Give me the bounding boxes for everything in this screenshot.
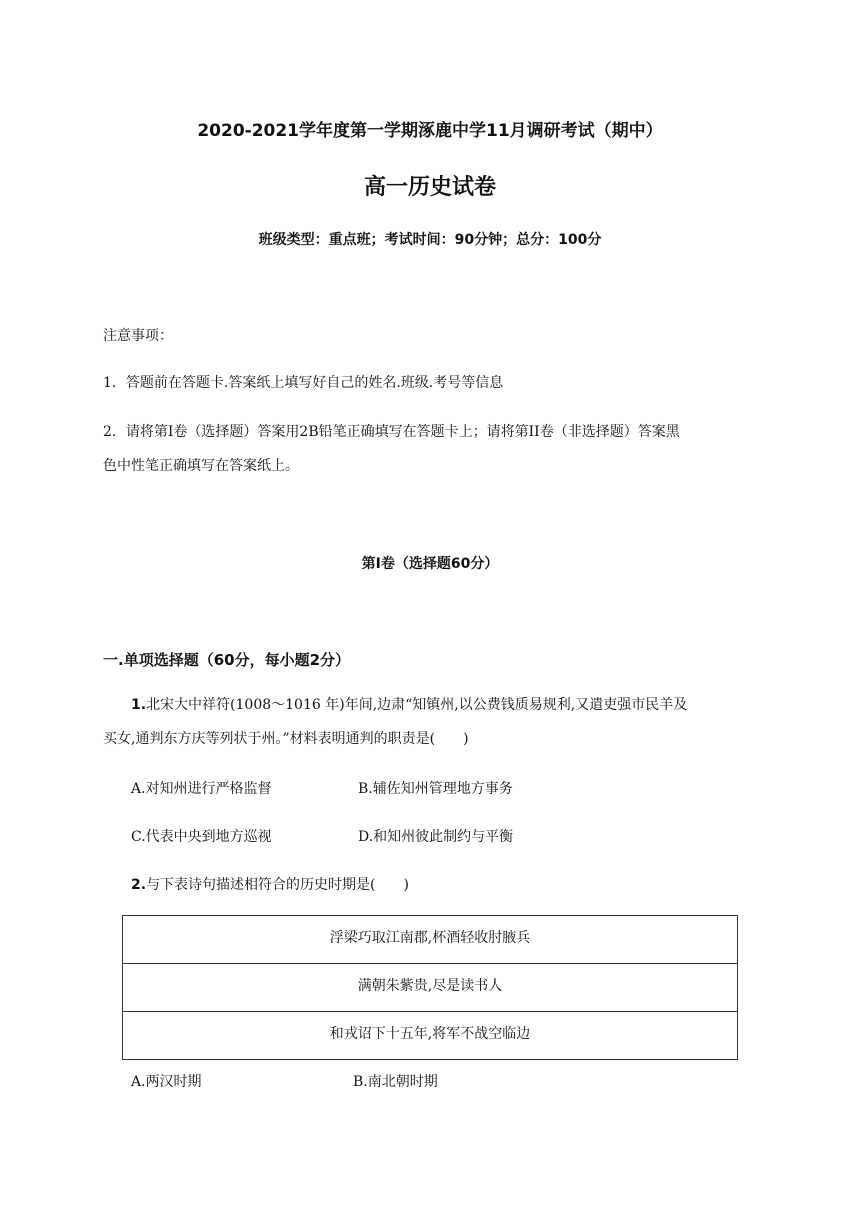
question-number: 2. bbox=[131, 877, 147, 893]
question-number: 1. bbox=[131, 697, 147, 713]
table-row bbox=[123, 964, 738, 1012]
notice-item-2: 2．请将第Ⅰ卷（选择题）答案用2B铅笔正确填写在答题卡上；请将第II卷（非选择题）答案黑 bbox=[103, 424, 680, 440]
option-1b: B.辅佐知州管理地方事务 bbox=[358, 781, 513, 797]
notice-item-2-cont: 色中性笔正确填写在答案纸上。 bbox=[103, 458, 299, 474]
question-2-line1 bbox=[131, 875, 409, 895]
exam-info: 班级类型：重点班；考试时间：90分钟；总分：100分 bbox=[258, 232, 602, 248]
question-1-line1 bbox=[131, 695, 687, 715]
question-1-line2: 买女,通判东方庆等列状于州。”材料表明通判的职责是( ) bbox=[103, 731, 469, 747]
exam-title: 2020-2021学年度第一学期涿鹿中学11月调研考试（期中） bbox=[197, 121, 663, 141]
table-row bbox=[123, 1012, 738, 1060]
notice-item-1: 1．答题前在答题卡.答案纸上填写好自己的姓名.班级.考号等信息 bbox=[103, 375, 504, 391]
table-cell: 浮梁巧取江南郡,杯酒轻收肘腋兵 bbox=[123, 916, 738, 964]
option-1c: C.代表中央到地方巡视 bbox=[131, 829, 272, 845]
option-2b: B.南北朝时期 bbox=[353, 1074, 438, 1090]
option-1a: A.对知州进行严格监督 bbox=[131, 781, 272, 797]
option-2a: A.两汉时期 bbox=[131, 1074, 202, 1090]
section-title: 第Ⅰ卷（选择题60分） bbox=[361, 556, 499, 572]
part-title: 一.单项选择题（60分，每小题2分） bbox=[103, 651, 351, 669]
table-cell: 满朝朱紫贵,尽是读书人 bbox=[123, 964, 738, 1012]
question-text: 北宋大中祥符(1008～1016 年)年间,边肃“知镇州,以公费钱质易规利,又遣吏强市民羊及 bbox=[146, 697, 688, 713]
question-text: 与下表诗句描述相符合的历史时期是( ) bbox=[146, 877, 409, 893]
poem-table bbox=[122, 915, 738, 1060]
table-cell: 和戎诏下十五年,将军不战空临边 bbox=[123, 1012, 738, 1060]
table-row bbox=[123, 916, 738, 964]
notice-heading: 注意事项： bbox=[103, 328, 173, 344]
exam-subtitle: 高一历史试卷 bbox=[363, 175, 496, 200]
option-1d: D.和知州彼此制约与平衡 bbox=[358, 829, 514, 845]
